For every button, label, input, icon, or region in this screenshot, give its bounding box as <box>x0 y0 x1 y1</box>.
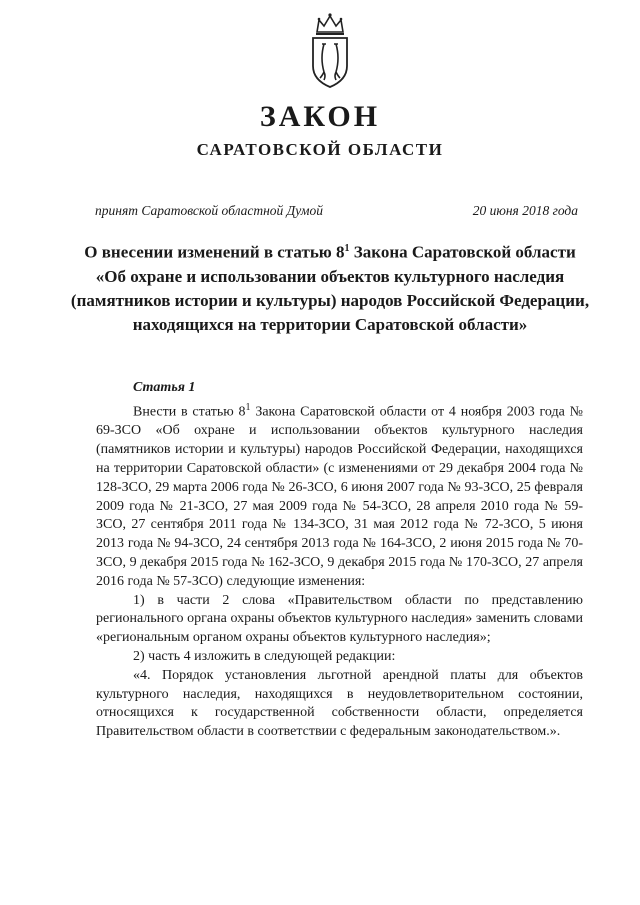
heading-superscript: 1 <box>344 243 350 254</box>
intro-text-end: Закона Саратовской области от 4 ноября 2003 года № 69-ЗСО «Об охране и использовании объектов культурного наследия (памятников истории и культуры) народов Российской Федерации, находящихся на территории Саратовской области» (с изменениями от 29 декабря 2004 года № 128-ЗСО, 29 марта 2006 года № 26-ЗСО, 6 июня 2007 года № 93-ЗСО, 25 февраля 2009 года № 21-ЗСО, 27 мая 2009 года № 54-ЗСО, 28 апреля 2010 года № 59-ЗСО, 27 сентября 2011 года № 134-ЗСО, 31 мая 2012 года № 72-ЗСО, 5 июня 2013 года № 94-ЗСО, 24 сентября 2013 года № 164-ЗСО, 2 июня 2015 года № 70-ЗСО, 9 декабря 2015 года № 162-ЗСО, 9 декабря 2015 года № 170-ЗСО, 27 апреля 2016 года № 57-ЗСО) следующие изменения: <box>96 404 583 589</box>
article-item-2: 2) часть 4 изложить в следующей редакции: <box>133 649 396 665</box>
law-title: ЗАКОН <box>259 100 381 133</box>
article-item-1: 1) в части 2 слова «Правительством области по представлению регионального органа охраны объектов культурного наследия» заменить словами «региональным органом охраны объектов культурного наследия»; <box>96 592 583 646</box>
intro-text-start: Внести в статью 8 <box>133 404 246 420</box>
article-intro <box>96 399 583 592</box>
article-title: Статья 1 <box>133 380 196 395</box>
document-heading <box>70 237 590 337</box>
coat-of-arms-icon <box>305 10 355 90</box>
heading-text-end: Закона Саратовской области «Об охране и использовании объектов культурного наследия (памятников истории и культуры) народов Российской Федерации, находящихся на территории Саратовской области» <box>70 242 590 334</box>
adopted-by: принят Саратовской областной Думой <box>95 203 324 218</box>
intro-superscript: 1 <box>245 402 251 413</box>
article-quote: «4. Порядок установления льготной арендной платы для объектов культурного наследия, находящихся в неудовлетворительном состоянии, относящихся к государственной собственности области, определяется Правительством области в соответствии с федеральным законодательством.». <box>96 667 583 740</box>
adoption-date: 20 июня 2018 года <box>472 203 578 218</box>
heading-text-start: О внесении изменений в статью 8 <box>84 242 345 262</box>
article-body <box>96 399 583 742</box>
region-name: САРАТОВСКОЙ ОБЛАСТИ <box>196 140 444 159</box>
